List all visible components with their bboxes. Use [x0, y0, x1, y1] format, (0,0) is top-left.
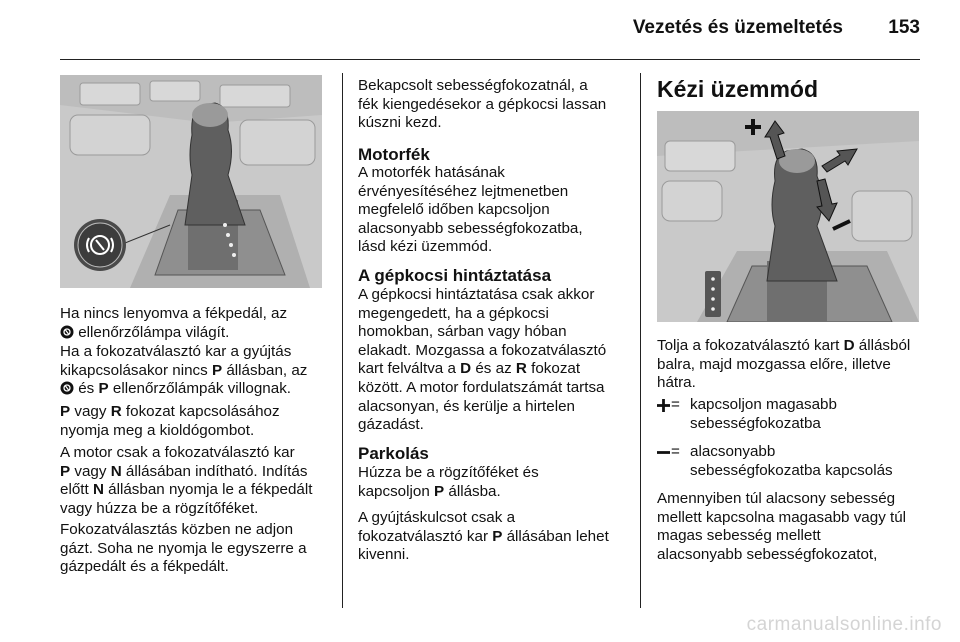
- parking-text: [358, 464, 633, 501]
- engine-brake-text: [358, 164, 633, 257]
- text-fragment: és az: [475, 360, 512, 378]
- text-fragment: Tolja a fokozatválasztó kart: [657, 337, 840, 354]
- text-line: alacsonyan, és kerülje a hirtelen: [358, 397, 575, 415]
- text-line: kúszni kezd.: [358, 114, 442, 132]
- gear-letter: P: [60, 403, 71, 420]
- text-line: A motorfék hatásának: [358, 164, 505, 181]
- text-line: gázpedált és a fékpedált.: [60, 558, 229, 576]
- col1-para-1: [60, 305, 330, 342]
- rocking-text: [358, 286, 636, 435]
- text-line: sebességfokozatba: [690, 414, 821, 432]
- col1-para-3: [60, 403, 330, 440]
- section-heading-parking: Parkolás: [358, 444, 429, 463]
- gear-letter: D: [843, 337, 855, 354]
- gear-letter: P: [434, 482, 445, 500]
- col1-para-2: [60, 343, 330, 399]
- text-line: elakadt. Mozgassa a fokozatválasztó: [358, 341, 607, 359]
- text-line: sebességfokozatba kapcsolás: [690, 461, 893, 479]
- parking-text-2: [358, 509, 636, 565]
- gear-letter: R: [110, 403, 122, 420]
- watermark: carmanualsonline.info: [746, 614, 942, 635]
- gear-selector-figure: [60, 75, 322, 288]
- column-divider-2: [640, 73, 641, 608]
- brake-warning-icon: [60, 381, 74, 395]
- text-fragment: és: [78, 380, 95, 398]
- text-line: Fokozatválasztás közben ne adjon: [60, 521, 294, 538]
- text-line: mellett kapcsolna magasabb vagy túl: [657, 508, 907, 526]
- column-divider-1: [342, 73, 343, 608]
- text-line: Amennyiben túl alacsony sebesség: [657, 490, 896, 507]
- text-line: kivenni.: [358, 546, 410, 564]
- text-line: gázadást.: [358, 416, 424, 434]
- col1-para-4: [60, 444, 335, 518]
- gear-letter: R: [515, 360, 527, 378]
- text-fragment: ellenőrzőlámpák villognak.: [112, 380, 292, 398]
- text-fragment: kikapcsolásakor nincs: [60, 361, 208, 379]
- header-title: Vezetés és üzemeltetés: [632, 17, 843, 38]
- text-line: érvényesítéséhez lejtmenetben: [358, 182, 569, 200]
- text-fragment: előtt: [60, 481, 89, 499]
- header-rule: [60, 59, 920, 60]
- page-number: 153: [888, 17, 920, 38]
- text-fragment: kapcsoljon: [358, 482, 430, 500]
- manual-mode-figure: [657, 111, 919, 322]
- text-line: Húzza be a rögzítőféket és: [358, 464, 539, 481]
- minus-icon: [657, 446, 670, 459]
- col3-para-1: [657, 337, 947, 393]
- col1-para-5: [60, 521, 335, 577]
- text-line: hátra.: [657, 374, 696, 392]
- text-line: Bekapcsolt sebességfokozatnál, a: [358, 77, 588, 94]
- text-fragment: állásában indítható. Indítás: [125, 462, 308, 480]
- text-line: A gyújtáskulcsot csak a: [358, 509, 516, 526]
- text-line: Ha a fokozatválasztó kar a gyújtás: [60, 343, 292, 360]
- gear-letter: N: [110, 462, 122, 480]
- text-line: A gépkocsi hintáztatása csak akkor: [358, 286, 595, 303]
- gear-letter: D: [460, 360, 472, 378]
- text-fragment: állásból: [858, 337, 911, 354]
- gear-letter: P: [60, 462, 71, 480]
- text-fragment: fokozatválasztó kar: [358, 527, 488, 545]
- text-line: lásd kézi üzemmód.: [358, 238, 493, 256]
- text-line: fék kiengedésekor a gépkocsi lassan: [358, 95, 607, 113]
- text-line: vagy húzza be a rögzítőféket.: [60, 499, 259, 517]
- text-line: homokban, sárban vagy hóban: [358, 323, 567, 341]
- plus-icon: [657, 399, 670, 412]
- text-line: balra, majd mozgassa előre, illetve: [657, 355, 891, 373]
- text-line: nyomja meg a kioldógombot.: [60, 421, 255, 439]
- gear-letter: P: [211, 361, 223, 379]
- text-fragment: állásba.: [448, 482, 501, 500]
- section-heading-manual-mode: Kézi üzemmód: [657, 76, 819, 102]
- text-line: Ha nincs lenyomva a fékpedál, az: [60, 305, 288, 322]
- manual-mode-illustration: [657, 111, 919, 322]
- text-line: alacsonyabb: [690, 443, 776, 460]
- text-fragment: kart felváltva a: [358, 360, 456, 378]
- text-line: megengedett, ha a gépkocsi: [358, 304, 549, 322]
- text-fragment: fokozat: [531, 360, 581, 378]
- text-line: A motor csak a fokozatválasztó kar: [60, 444, 295, 461]
- text-line: gázt. Soha ne nyomja le egyszerre a: [60, 539, 307, 557]
- text-line: kapcsoljon magasabb: [690, 396, 837, 413]
- equals-sign: =: [671, 443, 680, 460]
- text-line: alacsonyabb sebességfokozatot,: [657, 545, 878, 563]
- col3-para-2: [657, 490, 947, 564]
- gear-letter: N: [92, 481, 104, 499]
- section-heading-engine-brake: Motorfék: [358, 145, 430, 164]
- text-line: megfelelő időben kapcsoljon: [358, 201, 550, 219]
- text-line: alacsonyabb sebességfokozatba,: [358, 219, 583, 237]
- text-fragment: állásban nyomja le a fékpedált: [108, 481, 313, 499]
- brake-warning-icon: [60, 325, 74, 339]
- gear-letter: P: [492, 527, 503, 545]
- equals-sign: =: [671, 396, 680, 413]
- gear-letter: P: [98, 380, 109, 398]
- text-line: között. A motor fordulatszámát tartsa: [358, 378, 605, 396]
- text-fragment: állásában lehet: [506, 527, 609, 545]
- gear-selector-illustration: [60, 75, 322, 288]
- text-fragment: fokozat kapcsolásához: [125, 403, 280, 420]
- text-fragment: állásban, az: [226, 361, 308, 379]
- text-line: magas sebesség mellett: [657, 527, 821, 545]
- section-heading-rocking: A gépkocsi hintáztatása: [358, 266, 552, 285]
- text-fragment: vagy: [74, 403, 107, 420]
- text-line: ellenőrzőlámpa világít.: [78, 323, 230, 341]
- col2-intro: [358, 77, 633, 133]
- text-fragment: vagy: [74, 462, 107, 480]
